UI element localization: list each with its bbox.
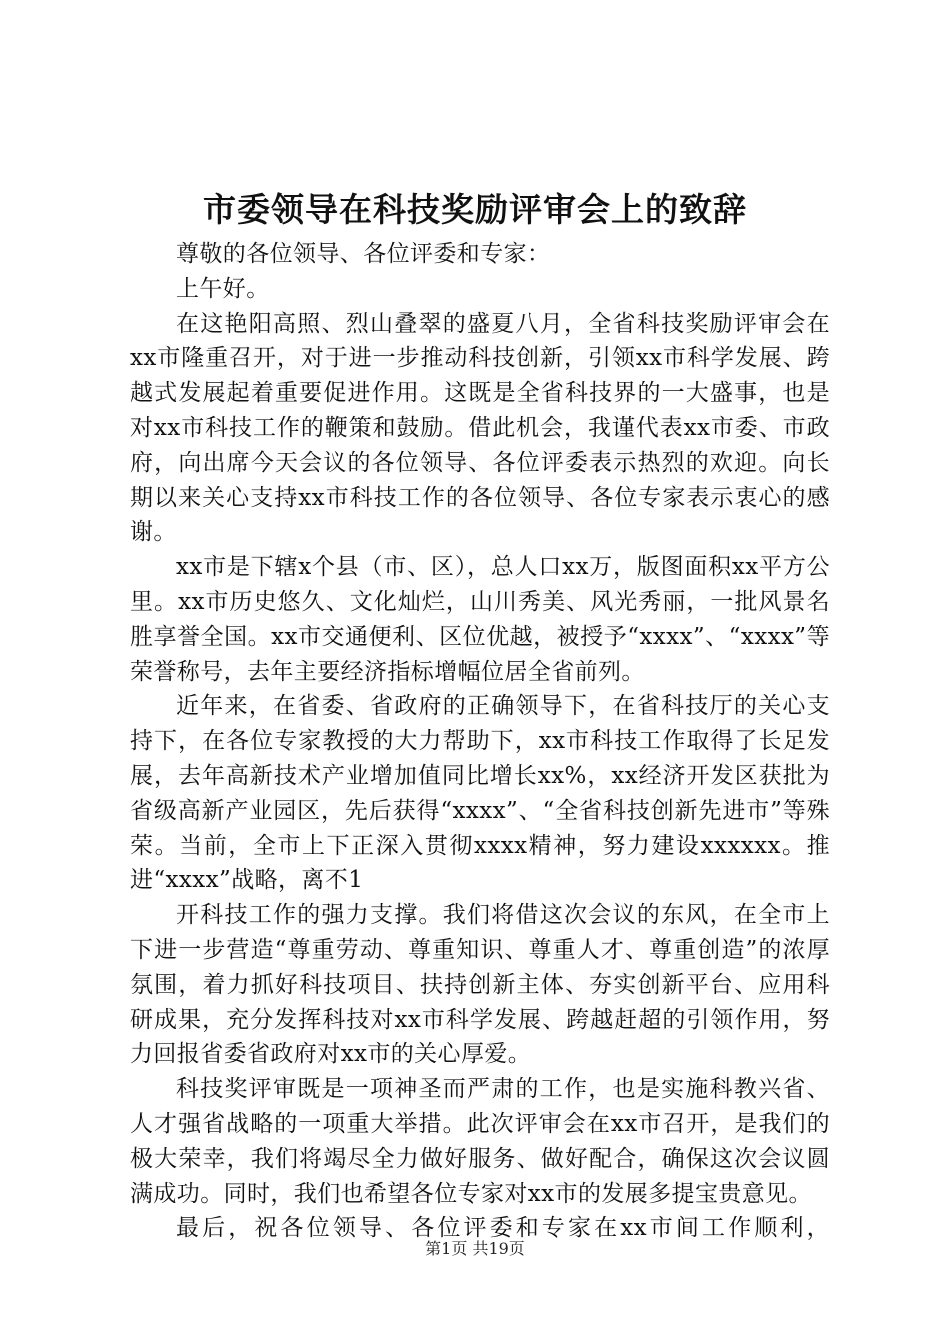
- salutation-paragraph: 尊敬的各位领导、各位评委和专家：: [176, 241, 551, 267]
- achievements-paragraph: 近年来，在省委、省政府的正确领导下，在省科技厅的关心支持下，在各位专家教授的大力帮助下，xx市科技工作取得了长足发展，去年高新技术产业增加值同比增长xx%，xx经济开发区获批为省级高新产业园区，先后获得“xxxx”、“全省科技创新先进市”等殊荣。当前，全市上下正深入贯彻xxxx精神，努力建设xxxxxx。推进“xxxx”战略，离不1: [130, 693, 830, 894]
- review-significance-paragraph: 科技奖评审既是一项神圣而严肃的工作，也是实施科教兴省、人才强省战略的一项重大举措。此次评审会在xx市召开，是我们的极大荣幸，我们将竭尽全力做好服务、做好配合，确保这次会议圆满成功。同时，我们也希望各位专家对xx市的发展多提宝贵意见。: [130, 1076, 830, 1207]
- document-body: [130, 237, 830, 1246]
- closing-paragraph: 最后，祝各位领导、各位评委和专家在xx市间工作顺利，: [176, 1215, 830, 1242]
- document-title: 市委领导在科技奖励评审会上的致辞: [203, 190, 747, 229]
- city-overview-paragraph: xx市是下辖x个县（市、区），总人口xx万，版图面积xx平方公里。xx市历史悠久、文化灿烂，山川秀美、风光秀丽，一批风景名胜享誉全国。xx市交通便利、区位优越，被授予“xxxx”、“xxxx”等荣誉称号，去年主要经济指标增幅位居全省前列。: [130, 554, 830, 685]
- greeting-paragraph: 上午好。: [176, 275, 270, 302]
- welcome-paragraph: 在这艳阳高照、烈山叠翠的盛夏八月，全省科技奖励评审会在xx市隆重召开，对于进一步推动科技创新，引领xx市科学发展、跨越式发展起着重要促进作用。这既是全省科技界的一大盛事，也是对xx市科技工作的鞭策和鼓励。借此机会，我谨代表xx市委、市政府，向出席今天会议的各位领导、各位评委表示热烈的欢迎。向长期以来关心支持xx市科技工作的各位领导、各位专家表示衷心的感谢。: [130, 310, 830, 546]
- tech-support-paragraph: 开科技工作的强力支撑。我们将借这次会议的东风，在全市上下进一步营造“尊重劳动、尊重知识、尊重人才、尊重创造”的浓厚氛围，着力抓好科技项目、扶持创新主体、夯实创新平台、应用科研成果，充分发挥科技对xx市科学发展、跨越赶超的引领作用，努力回报省委省政府对xx市的关心厚爱。: [130, 902, 830, 1068]
- page-footer: 第1页 共19页: [425, 1239, 525, 1258]
